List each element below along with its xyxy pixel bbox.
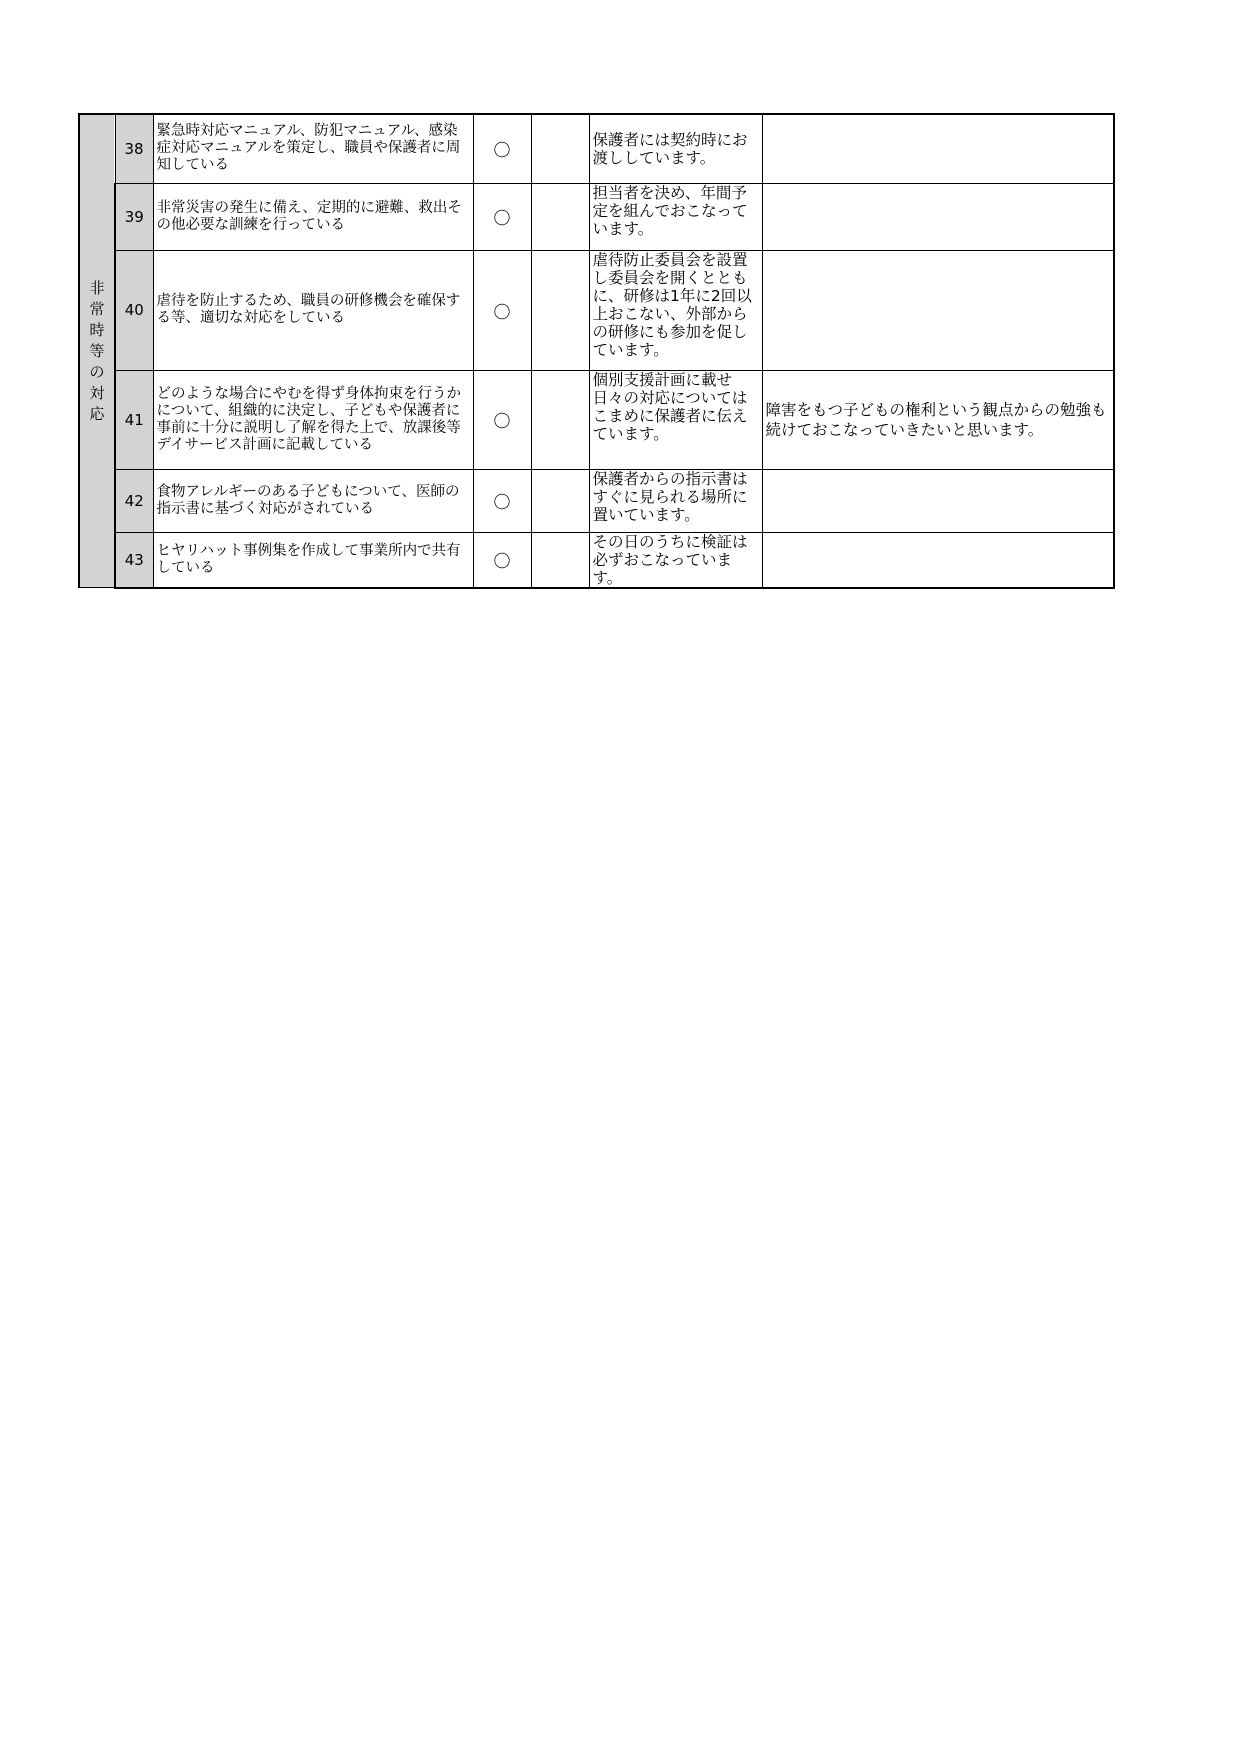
item-text: 食物アレルギーのある子どもについて、医師の指示書に基づく対応がされている	[153, 469, 473, 532]
no-mark	[531, 114, 589, 183]
yes-mark: 〇	[473, 114, 531, 183]
item-number: 43	[115, 532, 153, 588]
item-text: 緊急時対応マニュアル、防犯マニュアル、感染症対応マニュアルを策定し、職員や保護者に周知している	[153, 114, 473, 183]
note-text: 保護者からの指示書はすぐに見られる場所に置いています。	[589, 469, 762, 532]
table-row	[79, 114, 1114, 183]
item-number: 39	[115, 183, 153, 250]
no-mark	[531, 183, 589, 250]
table-row	[79, 183, 1114, 250]
note-text: 虐待防止委員会を設置し委員会を開くとともに、研修は1年に2回以上おこない、外部からの研修にも参加を促しています。	[589, 250, 762, 370]
table-row	[79, 532, 1114, 588]
remark-text	[762, 532, 1114, 588]
remark-text	[762, 250, 1114, 370]
table-row	[79, 469, 1114, 532]
note-text: 個別支援計画に載せ日々の対応についてはこまめに保護者に伝えています。	[589, 370, 762, 469]
yes-mark: 〇	[473, 183, 531, 250]
item-text: ヒヤリハット事例集を作成して事業所内で共有している	[153, 532, 473, 588]
item-number: 40	[115, 250, 153, 370]
table-row	[79, 250, 1114, 370]
no-mark	[531, 532, 589, 588]
category-cell	[79, 114, 115, 588]
no-mark	[531, 469, 589, 532]
item-text: 非常災害の発生に備え、定期的に避難、救出その他必要な訓練を行っている	[153, 183, 473, 250]
table-row	[79, 370, 1114, 469]
item-number: 41	[115, 370, 153, 469]
remark-text	[762, 183, 1114, 250]
no-mark	[531, 250, 589, 370]
evaluation-table	[78, 113, 1115, 589]
item-text: 虐待を防止するため、職員の研修機会を確保する等、適切な対応をしている	[153, 250, 473, 370]
yes-mark: 〇	[473, 532, 531, 588]
note-text: 担当者を決め、年間予定を組んでおこなっています。	[589, 183, 762, 250]
item-number: 38	[115, 114, 153, 183]
note-text: 保護者には契約時にお渡ししています。	[589, 114, 762, 183]
category-label: 非常時等の対応	[89, 278, 105, 423]
no-mark	[531, 370, 589, 469]
yes-mark: 〇	[473, 469, 531, 532]
remark-text: 障害をもつ子どもの権利という観点からの勉強も続けておこなっていきたいと思います。	[762, 370, 1114, 469]
yes-mark: 〇	[473, 250, 531, 370]
remark-text	[762, 469, 1114, 532]
yes-mark: 〇	[473, 370, 531, 469]
item-text: どのような場合にやむを得ず身体拘束を行うかについて、組織的に決定し、子どもや保護者に事前に十分に説明し了解を得た上で、放課後等デイサービス計画に記載している	[153, 370, 473, 469]
remark-text	[762, 114, 1114, 183]
note-text: その日のうちに検証は必ずおこなっています。	[589, 532, 762, 588]
item-number: 42	[115, 469, 153, 532]
